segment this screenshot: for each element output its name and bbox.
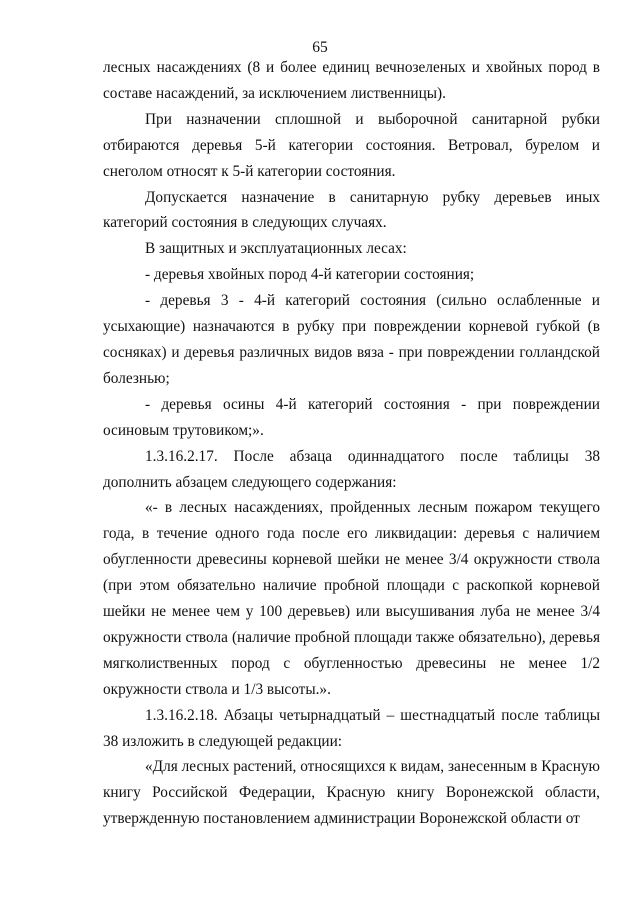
paragraph-protective-forests: В защитных и эксплуатационных лесах:	[145, 240, 407, 258]
page-number: 65	[312, 39, 328, 56]
paragraph-red-book: «Для лесных растений, относящихся к видам, занесенным в Красную книгу Российской Федерации, Красную книгу Воронежской области, утвержденную постановлением администрации Воронежской области от	[103, 758, 600, 828]
list-item-weakened-trees: - деревья 3 - 4-й категорий состояния (сильно ослабленные и усыхающие) назначаются в рубку при повреждении корневой губкой (в сосняках) и деревья различных видов вяза - при повреждении голландской болезнью;	[103, 292, 600, 387]
paragraph-amendment-2-17: 1.3.16.2.17. После абзаца одиннадцатого после таблицы 38 дополнить абзацем следующего содержания:	[103, 447, 600, 491]
list-item-conifers: - деревья хвойных пород 4-й категории состояния;	[145, 266, 475, 284]
list-item-aspen: - деревья осины 4-й категорий состояния - при повреждении осиновым трутовиком;».	[103, 395, 600, 439]
paragraph-felling-selection: При назначении сплошной и выборочной санитарной рубки отбираются деревья 5-й категории состояния. Ветровал, бурелом и снеголом относят к 5-й категории состояния.	[103, 110, 600, 180]
paragraph-amendment-2-18: 1.3.16.2.18. Абзацы четырнадцатый – шестнадцатый после таблицы 38 изложить в следующей редакции:	[103, 706, 600, 750]
paragraph-fire-damage: «- в лесных насаждениях, пройденных лесным пожаром текущего года, в течение одного года после его ликвидации: деревья с наличием обугленности древесины корневой шейки не менее 3/4 окружности ствола (при этом обязательно наличие пробной площади с раскопкой корневой шейки не менее чем у 100 деревьев) или высушивания луба не менее 3/4 окружности ствола (наличие пробной площади также обязательно), деревья мягколиственных пород с обугленностью древесины не менее 1/2 окружности ствола и 1/3 высоты.».	[103, 499, 600, 698]
document-body	[103, 55, 600, 832]
paragraph-other-categories: Допускается назначение в санитарную рубку деревьев иных категорий состояния в следующих случаях.	[103, 188, 600, 232]
paragraph-continuation: лесных насаждениях (8 и более единиц вечнозеленых и хвойных пород в составе насаждений, за исключением лиственницы).	[103, 59, 600, 102]
